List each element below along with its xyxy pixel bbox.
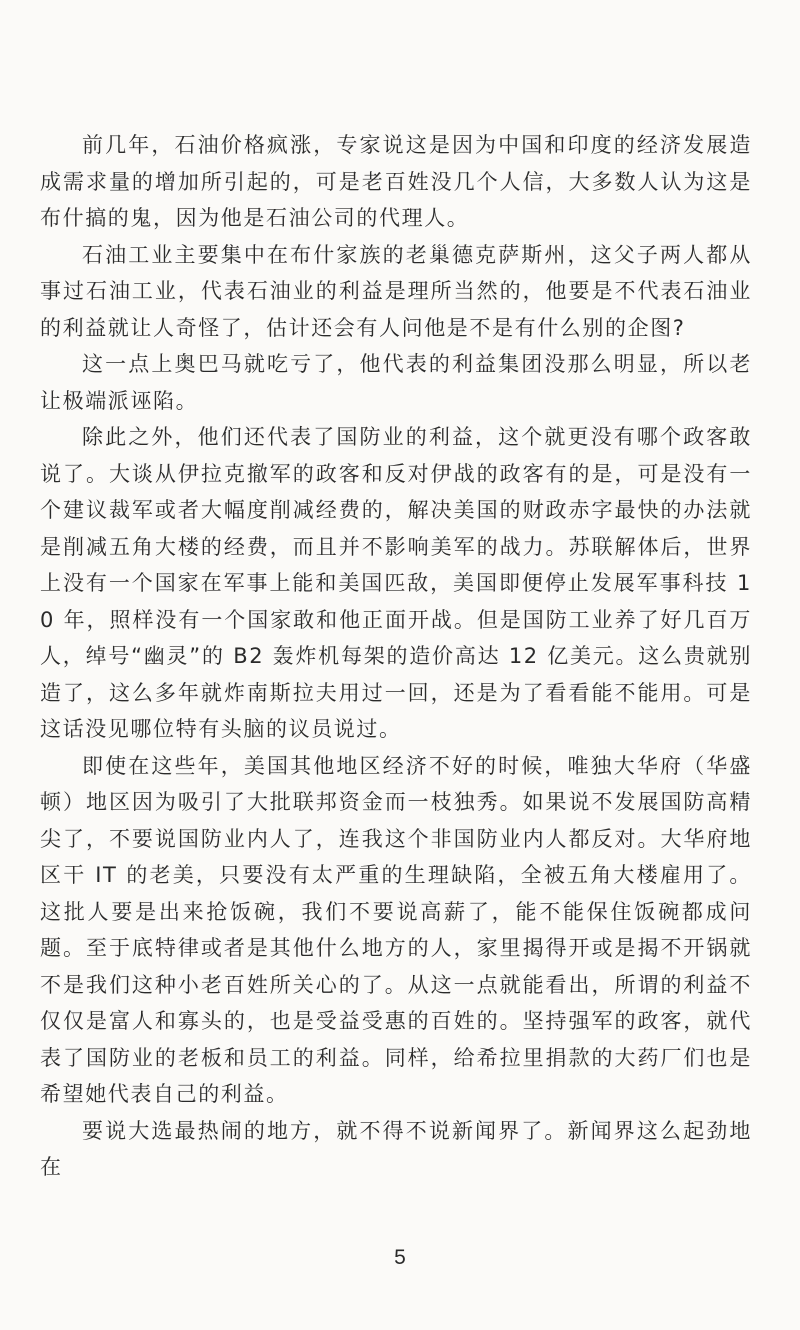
page-number: 5 (394, 1246, 406, 1269)
paragraph-news-media: 要说大选最热闹的地方，就不得不说新闻界了。新闻界这么起劲地在 (40, 1118, 752, 1179)
paragraph-defense-industry: 除此之外，他们还代表了国防业的利益，这个就更没有哪个政客敢说了。大谈从伊拉克撤军的政客和反对伊战的政客有的是，可是没有一个建议裁军或者大幅度削减经费的，解决美国的财政赤字最快的办法就是削减五角大楼的经费，而且并不影响美军的战力。苏联解体后，世界上没有一个国家在军事上能和美国匹敌，美国即便停止发展军事科技 10 年，照样没有一个国家敢和他正面开战。但是国防工业养了好几百万人，绰号“幽灵”的 B2 轰炸机每架的造价高达 12 亿美元。这么贵就别造了，这么多年就炸南斯拉夫用过一回，还是为了看看能不能用。可是这话没见哪位特有头脑的议员说过。 (40, 425, 752, 741)
body-text (40, 127, 752, 1186)
paragraph-washington-region: 即使在这些年，美国其他地区经济不好的时候，唯独大华府（华盛顿）地区因为吸引了大批联邦资金而一枝独秀。如果说不发展国防高精尖了，不要说国防业内人了，连我这个非国防业内人都反对。大华府地区干 IT 的老美，只要没有太严重的生理缺陷，全被五角大楼雇用了。这批人要是出来抢饭碗，我们不要说高薪了，能不能保住饭碗都成问题。至于底特律或者是其他什么地方的人，家里揭得开或是揭不开锅就不是我们这种小老百姓所关心的了。从这一点就能看出，所谓的利益不仅仅是富人和寡头的，也是受益受惠的百姓的。坚持强军的政客，就代表了国防业的老板和员工的利益。同样，给希拉里捐款的大药厂们也是希望她代表自己的利益。 (40, 753, 752, 1106)
paragraph-texas-oil: 石油工业主要集中在布什家族的老巢德克萨斯州，这父子两人都从事过石油工业，代表石油业的利益是理所当然的，他要是不代表石油业的利益就让人奇怪了，估计还会有人问他是不是有什么别的企图? (40, 242, 752, 340)
paragraph-obama: 这一点上奥巴马就吃亏了，他代表的利益集团没那么明显，所以老让极端派诬陷。 (40, 352, 752, 413)
paragraph-oil-prices: 前几年，石油价格疯涨，专家说这是因为中国和印度的经济发展造成需求量的增加所引起的，可是老百姓没几个人信，大多数人认为这是布什搞的鬼，因为他是石油公司的代理人。 (40, 133, 752, 230)
